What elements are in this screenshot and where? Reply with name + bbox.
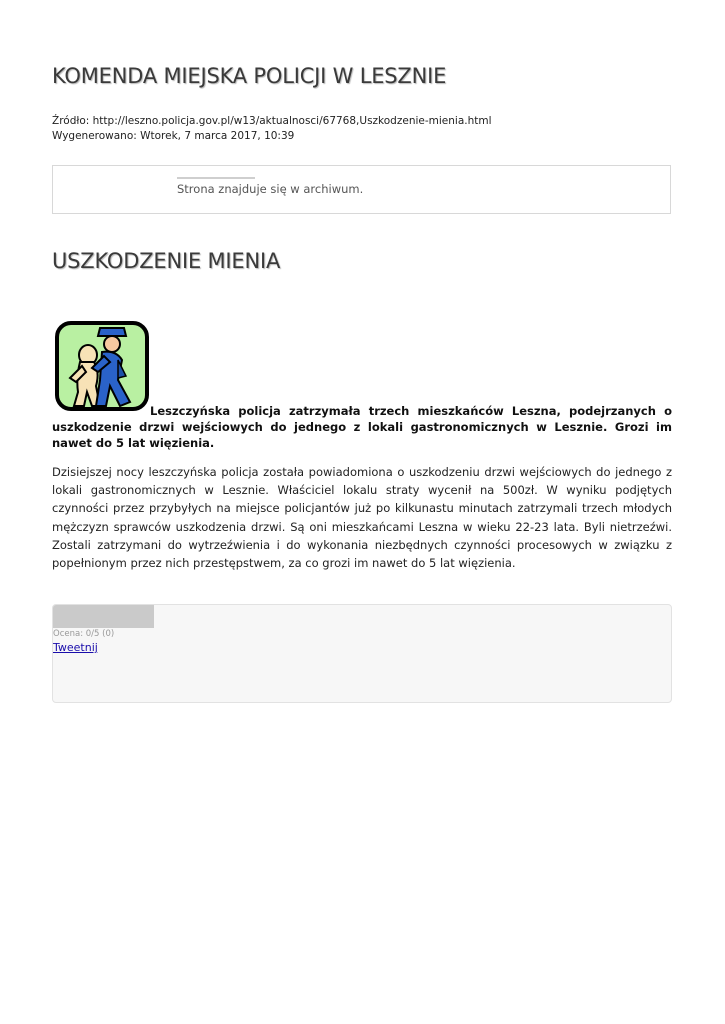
article-lead-text: Leszczyńska policja zatrzymała trzech mieszkańców Leszna, podejrzanych o uszkodzenie drzwi wejściowych do jednego z lokali gastronomicznych w Lesznie. Grozi im nawet do 5 lat więzienia. (52, 404, 672, 450)
rating-panel (52, 604, 672, 703)
generated-date-line: Wygenerowano: Wtorek, 7 marca 2017, 10:39 (52, 130, 295, 142)
source-meta (52, 114, 492, 144)
archive-notice (52, 165, 671, 214)
rating-text: Ocena: 0/5 (0) (53, 629, 115, 639)
source-url-line: Źródło: http://leszno.policja.gov.pl/w13/aktualnosci/67768,Uszkodzenie-mienia.html (52, 115, 492, 127)
article-body: Dzisiejszej nocy leszczyńska policja została powiadomiona o uszkodzeniu drzwi wejściowych do jednego z lokali gastronomicznych w Lesznie. Właściciel lokalu straty wycenił na 500zł. W wyniku podjętych czynności przez przybyłych na miejsce policjantów już po kilkunastu minutach zatrzymali trzech młodych mężczyzn sprawców uszkodzenia drzwi. Są oni mieszkańcami Leszna w wieku 22-23 lata. Byli nietrzeźwi. Zostali zatrzymani do wytrzeźwienia i do wykonania niezbędnych czynności procesowych w związku z popełnionym przez nich przestępstwem, za co grozi im nawet do 5 lat więzienia. (52, 465, 672, 571)
site-title: KOMENDA MIEJSKA POLICJI W LESZNIE (52, 64, 447, 88)
tweet-link[interactable]: Tweetnij (53, 641, 98, 654)
article-lead (52, 403, 672, 451)
police-arrest-clipart-icon (54, 320, 150, 412)
archive-notice-text: Strona znajduje się w archiwum. (177, 182, 364, 196)
archive-divider (177, 177, 255, 179)
rating-stars-bar[interactable] (53, 605, 154, 628)
article-title: USZKODZENIE MIENIA (52, 249, 281, 273)
